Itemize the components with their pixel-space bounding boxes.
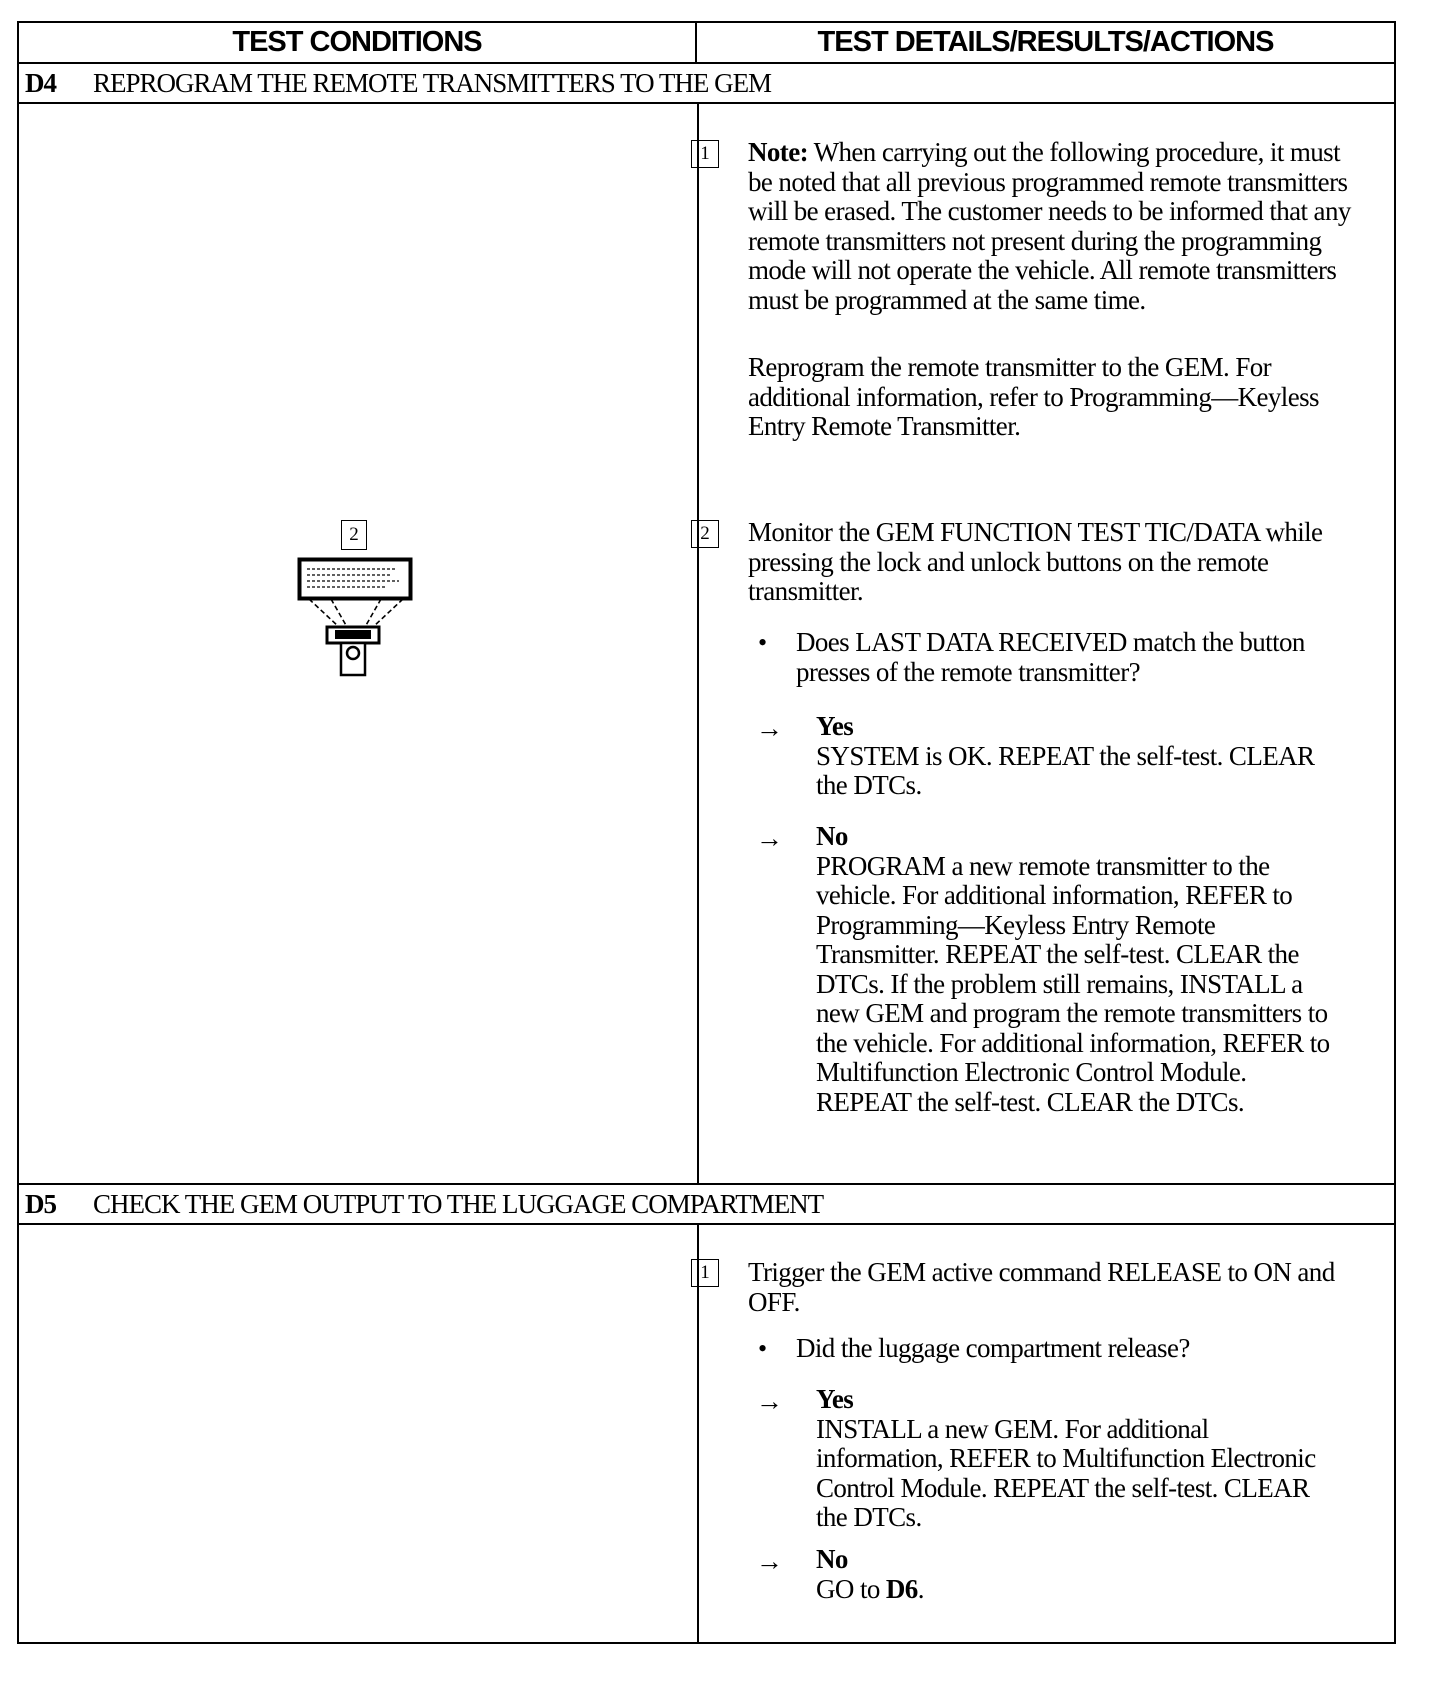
test-procedure-table (17, 21, 1396, 1644)
response-text: INSTALL a new GEM. For additional information, REFER to Multifunction Electronic Control Module. REPEAT the self-test. CLEAR the DTCs. (816, 1413, 1316, 1532)
header-test-details: TEST DETAILS/RESULTS/ACTIONS (817, 26, 1274, 58)
step-instruction: Trigger the GEM active command RELEASE to ON and OFF. (748, 1257, 1335, 1317)
scan-tool-connection-icon (287, 555, 427, 685)
column-divider (697, 1225, 699, 1644)
section-d5-title (19, 1185, 1394, 1225)
column-divider (697, 104, 699, 1185)
note-label: Note: (748, 137, 808, 167)
response-no (816, 822, 1334, 1117)
bullet: • (758, 628, 768, 657)
section-code: D4 (25, 67, 56, 98)
arrow-icon: → (756, 713, 783, 743)
section-heading: CHECK THE GEM OUTPUT TO THE LUGGAGE COMPARTMENT (93, 1188, 824, 1219)
section-heading: REPROGRAM THE REMOTE TRANSMITTERS TO THE GEM (93, 67, 772, 98)
arrow-icon: → (756, 1386, 783, 1416)
response-label: No (816, 1544, 848, 1574)
goto-target: D6 (885, 1573, 918, 1604)
note-paragraph (748, 138, 1368, 315)
response-label: No (816, 821, 848, 851)
response-label: Yes (816, 711, 854, 741)
note-text: When carrying out the following procedure, it must be noted that all previous programmed remote transmitters will be erased. The customer needs to be informed that any remote transmitters not present during the programming mode will not operate the vehicle. All remote transmitters must be programmed at the same time. (748, 137, 1351, 315)
response-text: SYSTEM is OK. REPEAT the self-test. CLEAR the DTCs. (816, 740, 1315, 800)
response-yes (816, 1385, 1336, 1533)
arrow-icon: → (756, 823, 783, 853)
response-text: GO to (816, 1573, 886, 1604)
table-header-row (19, 23, 1394, 64)
question-text: Did the luggage compartment release? (796, 1333, 1190, 1363)
step-instruction: Monitor the GEM FUNCTION TEST TIC/DATA while pressing the lock and unlock buttons on the remote transmitter. (748, 517, 1323, 606)
bullet: • (758, 1334, 768, 1363)
response-suffix: . (917, 1573, 924, 1604)
section-d4-title (19, 64, 1394, 104)
response-no (816, 1545, 1336, 1604)
response-text: PROGRAM a new remote transmitter to the vehicle. For additional information, REFER to Programming—Keyless Entry Remote Transmitter. REPEAT the self-test. CLEAR the DTCs. If the problem still remains, INSTALL a new GEM and program the remote transmitters to the vehicle. For additional information, REFER to Multifunction Electronic Control Module. REPEAT the self-test. CLEAR the DTCs. (816, 850, 1330, 1117)
response-yes (816, 712, 1336, 801)
arrow-icon: → (756, 1546, 783, 1576)
header-test-conditions: TEST CONDITIONS (19, 23, 697, 62)
instruction-paragraph: Reprogram the remote transmitter to the GEM. For additional information, refer to Programming—Keyless Entry Remote Transmitter. (748, 352, 1319, 441)
step-number-box: 1 (691, 140, 719, 168)
illustration-step-number: 2 (341, 520, 367, 550)
question-text: Does LAST DATA RECEIVED match the button presses of the remote transmitter? (796, 627, 1305, 687)
step-number-box: 2 (691, 520, 719, 548)
section-code: D5 (25, 1188, 56, 1219)
step-number-box: 1 (691, 1259, 719, 1287)
response-label: Yes (816, 1384, 854, 1414)
